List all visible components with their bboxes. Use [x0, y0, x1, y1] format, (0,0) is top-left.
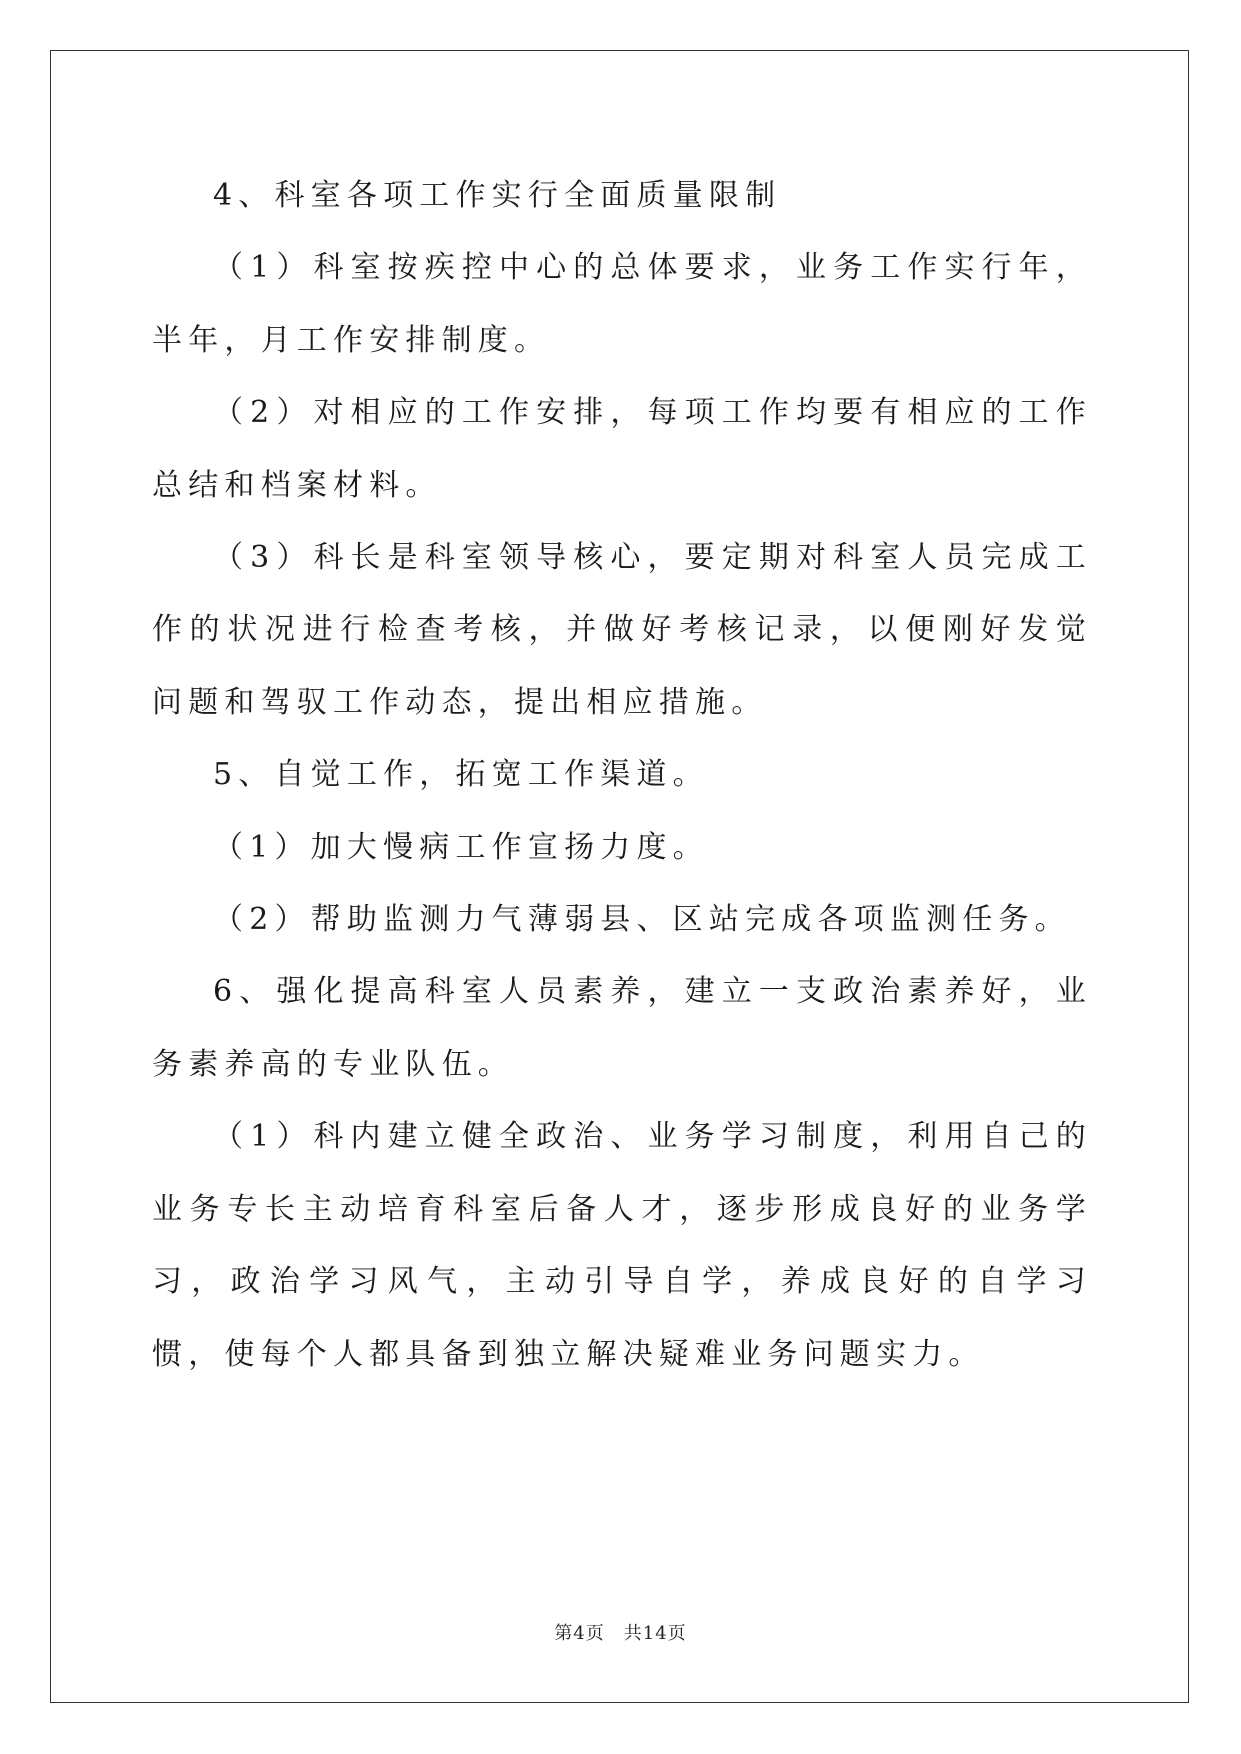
paragraph-section-4-heading: 4、科室各项工作实行全面质量限制: [213, 178, 782, 213]
paragraph-section-6-heading: 6、强化提高科室人员素养，建立一支政治素养好，业务素养高的专业队伍。: [152, 974, 1092, 1082]
paragraph-item-5-2: （2）帮助监测力气薄弱县、区站完成各项监测任务。: [213, 902, 1071, 938]
paragraph-item-4-2: （2）对相应的工作安排，每项工作均要有相应的工作总结和档案材料。: [152, 395, 1092, 503]
paragraph-section-5-heading: 5、自觉工作，拓宽工作渠道。: [213, 757, 709, 793]
document-body: [152, 160, 1092, 1391]
paragraph-item-5-1: （1）加大慢病工作宣扬力度。: [213, 829, 709, 865]
paragraph-item-6-1: （1）科内建立健全政治、业务学习制度，利用自己的业务专长主动培育科室后备人才，逐步形成良好的业务学习，政治学习风气，主动引导自学，养成良好的自学习惯，使每个人都具备到独立解决疑难业务问题实力。: [152, 1119, 1092, 1372]
paragraph-item-4-1: （1）科室按疾控中心的总体要求，业务工作实行年，半年，月工作安排制度。: [152, 250, 1092, 358]
page-number-footer: 第4页 共14页: [554, 1623, 687, 1644]
paragraph-item-4-3: （3）科长是科室领导核心，要定期对科室人员完成工作的状况进行检查考核，并做好考核记录，以便刚好发觉问题和驾驭工作动态，提出相应措施。: [152, 540, 1092, 720]
